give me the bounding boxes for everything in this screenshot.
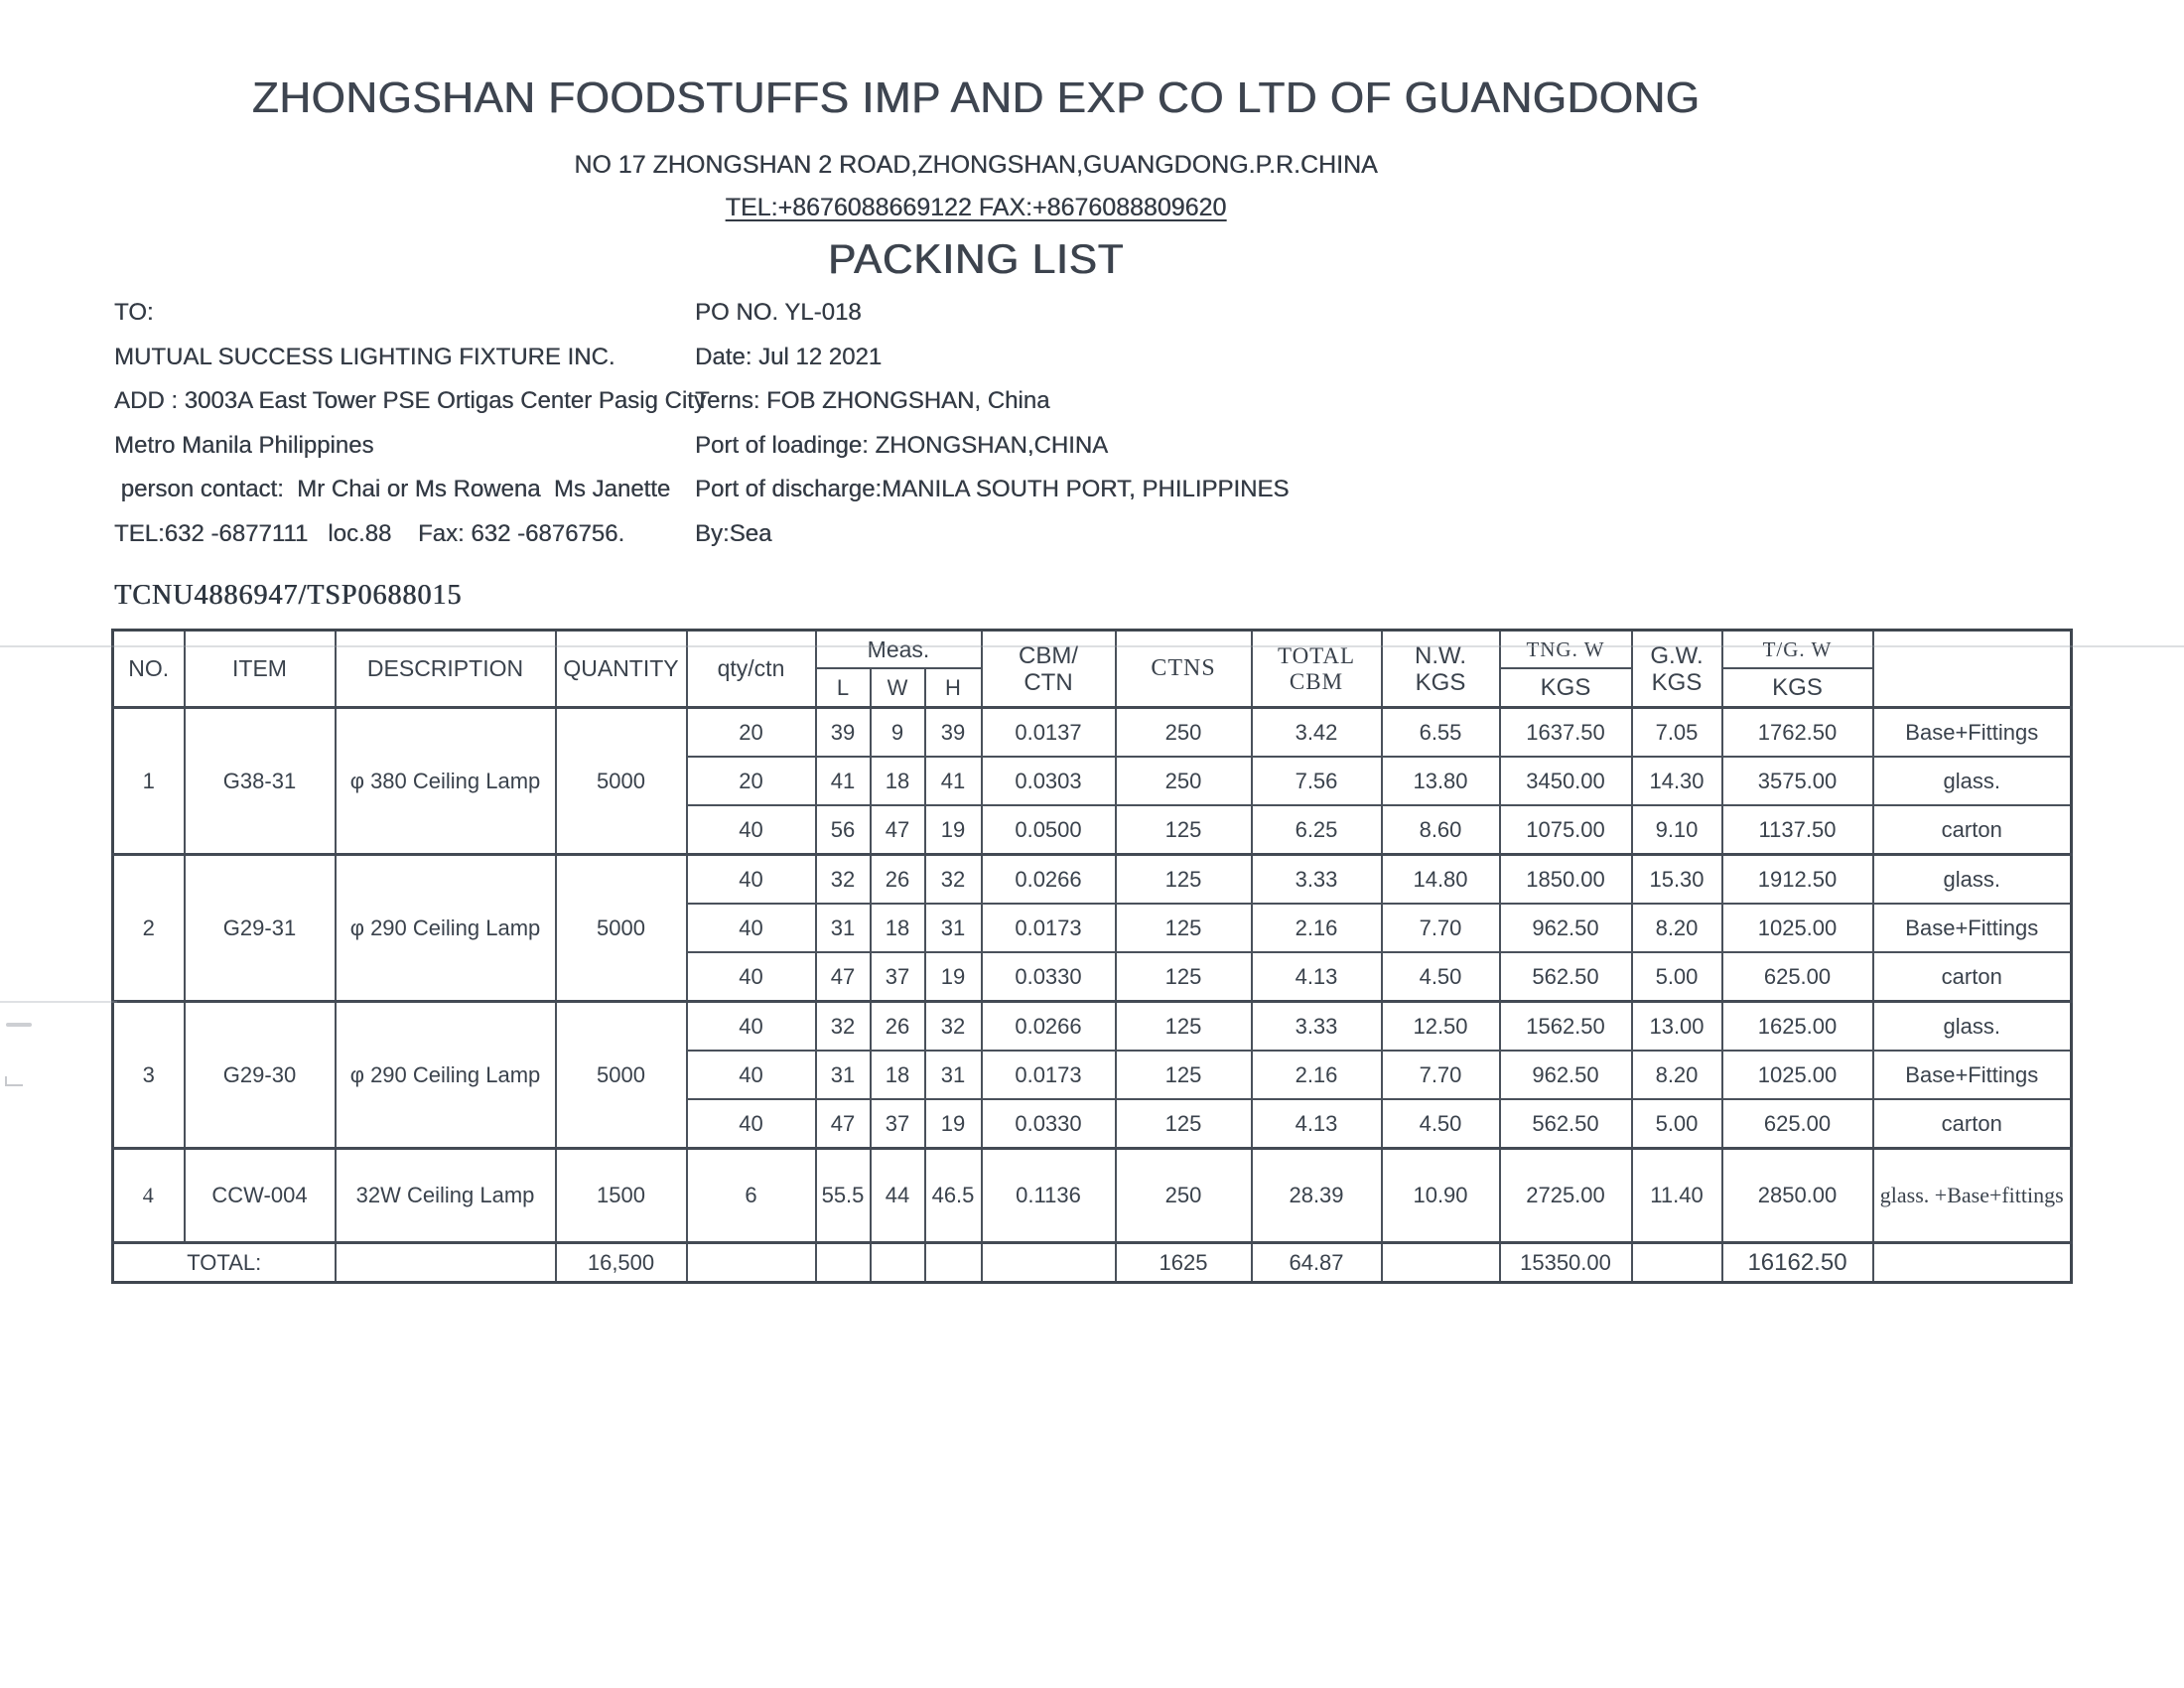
cell-tng-w: 1562.50 (1500, 1002, 1632, 1052)
cell-ctns: 125 (1116, 855, 1252, 905)
cell-h: 31 (925, 904, 982, 952)
table-row (113, 1149, 2072, 1243)
company-address: NO 17 ZHONGSHAN 2 ROAD,ZHONGSHAN,GUANGDONG.P.R.CHINA (574, 151, 1378, 179)
scan-artifact-line (0, 1001, 117, 1003)
cell-tng-w: 562.50 (1500, 1099, 1632, 1149)
col-tg-w: T/G. W (1722, 631, 1873, 669)
cell-tng-w: 1075.00 (1500, 805, 1632, 855)
cell-tg-w: 2850.00 (1722, 1149, 1873, 1243)
consignee-to-label: TO: (114, 299, 154, 326)
cell-total-cbm: 28.39 (1252, 1149, 1382, 1243)
col-nw-line1: N.W. (1415, 641, 1466, 669)
cell-w: 18 (871, 757, 925, 805)
cell-nw: 12.50 (1382, 1002, 1500, 1052)
shipment-block (695, 291, 1289, 556)
cell-tg-w: 1137.50 (1722, 805, 1873, 855)
cell-remark: carton (1873, 952, 2072, 1002)
total-ctns: 1625 (1116, 1243, 1252, 1283)
cell-l: 31 (816, 904, 871, 952)
cell-cbm-ctn: 0.0266 (982, 855, 1116, 905)
cell-w: 26 (871, 855, 925, 905)
cell-nw: 10.90 (1382, 1149, 1500, 1243)
cell-ctns: 125 (1116, 1099, 1252, 1149)
cell-cbm-ctn: 0.0137 (982, 708, 1116, 758)
cell-qty-ctn: 40 (687, 904, 816, 952)
cell-gw: 7.05 (1632, 708, 1722, 758)
cell-cbm-ctn: 0.0266 (982, 1002, 1116, 1052)
cell-empty (982, 1243, 1116, 1283)
cell-h: 41 (925, 757, 982, 805)
cell-total-cbm: 3.42 (1252, 708, 1382, 758)
packing-table (111, 629, 2073, 1284)
total-cbm: 64.87 (1252, 1243, 1382, 1283)
cell-ctns: 250 (1116, 708, 1252, 758)
cell-nw: 4.50 (1382, 1099, 1500, 1149)
table-row (113, 708, 2072, 758)
cell-nw: 6.55 (1382, 708, 1500, 758)
consignee-block (114, 291, 706, 556)
cell-total-cbm: 4.13 (1252, 1099, 1382, 1149)
cell-l: 41 (816, 757, 871, 805)
col-no: NO. (113, 631, 185, 708)
cell-tng-w: 1637.50 (1500, 708, 1632, 758)
cell-remark: glass. +Base+fittings (1873, 1149, 2072, 1243)
total-label: TOTAL: (113, 1243, 336, 1283)
cell-l: 32 (816, 1002, 871, 1052)
cell-gw: 8.20 (1632, 1051, 1722, 1099)
col-quantity: QUANTITY (556, 631, 687, 708)
port-of-loading: Port of loadinge: ZHONGSHAN,CHINA (695, 431, 1109, 459)
cell-remark: carton (1873, 1099, 2072, 1149)
col-meas: Meas. (816, 631, 982, 669)
cell-remark: glass. (1873, 1002, 2072, 1052)
cell-tng-w: 962.50 (1500, 1051, 1632, 1099)
cell-w: 47 (871, 805, 925, 855)
col-gw-line2: KGS (1651, 668, 1703, 696)
document-title: PACKING LIST (827, 235, 1125, 282)
ship-date: Date: Jul 12 2021 (695, 343, 883, 370)
table-row (113, 855, 2072, 905)
consignee-tel: TEL:632 -6877111 loc.88 Fax: 632 -6876756. (114, 519, 625, 547)
cell-l: 39 (816, 708, 871, 758)
cell-total-cbm: 7.56 (1252, 757, 1382, 805)
header-row-1 (113, 631, 2072, 669)
col-gw (1632, 631, 1722, 708)
scan-artifact-mark (6, 1023, 32, 1027)
col-ctns: CTNS (1116, 631, 1252, 708)
cell-nw: 13.80 (1382, 757, 1500, 805)
cell-qty-ctn: 20 (687, 757, 816, 805)
cell-l: 31 (816, 1051, 871, 1099)
cell-qty-ctn: 40 (687, 1051, 816, 1099)
port-of-discharge: Port of discharge:MANILA SOUTH PORT, PHILIPPINES (695, 476, 1290, 502)
col-total-cbm: TOTAL CBM (1252, 631, 1382, 708)
consignee-address-1: ADD : 3003A East Tower PSE Ortigas Center Pasig City (114, 387, 706, 414)
cell-h: 31 (925, 1051, 982, 1099)
cell-h: 32 (925, 855, 982, 905)
cell-ctns: 125 (1116, 1051, 1252, 1099)
cell-gw: 5.00 (1632, 1099, 1722, 1149)
cell-total-cbm: 4.13 (1252, 952, 1382, 1002)
cell-no: 1 (113, 708, 185, 855)
cell-empty (1382, 1243, 1500, 1283)
cell-empty (871, 1243, 925, 1283)
cell-w: 37 (871, 952, 925, 1002)
col-qty-ctn: qty/ctn (687, 631, 816, 708)
cell-nw: 8.60 (1382, 805, 1500, 855)
col-nw (1382, 631, 1500, 708)
col-cbm-ctn-line2: CTN (1024, 668, 1073, 696)
cell-gw: 9.10 (1632, 805, 1722, 855)
col-description: DESCRIPTION (336, 631, 556, 708)
cell-qty-ctn: 40 (687, 1002, 816, 1052)
col-item: ITEM (185, 631, 336, 708)
col-remarks (1873, 631, 2072, 708)
cell-gw: 5.00 (1632, 952, 1722, 1002)
cell-qty-ctn: 40 (687, 855, 816, 905)
cell-ctns: 125 (1116, 1002, 1252, 1052)
col-height: H (925, 668, 982, 708)
cell-gw: 11.40 (1632, 1149, 1722, 1243)
total-tg-w: 16162.50 (1722, 1243, 1873, 1283)
cell-cbm-ctn: 0.1136 (982, 1149, 1116, 1243)
cell-item: G29-31 (185, 855, 336, 1002)
cell-l: 47 (816, 1099, 871, 1149)
cell-ctns: 250 (1116, 1149, 1252, 1243)
col-length: L (816, 668, 871, 708)
cell-remark: carton (1873, 805, 2072, 855)
terms: Terns: FOB ZHONGSHAN, China (695, 387, 1050, 414)
cell-total-cbm: 3.33 (1252, 1002, 1382, 1052)
cell-remark: Base+Fittings (1873, 1051, 2072, 1099)
cell-description: 32W Ceiling Lamp (336, 1149, 556, 1243)
cell-quantity: 5000 (556, 1002, 687, 1149)
col-width: W (871, 668, 925, 708)
cell-description: φ 290 Ceiling Lamp (336, 855, 556, 1002)
cell-w: 37 (871, 1099, 925, 1149)
cell-h: 39 (925, 708, 982, 758)
cell-tg-w: 1625.00 (1722, 1002, 1873, 1052)
cell-total-cbm: 2.16 (1252, 1051, 1382, 1099)
cell-h: 19 (925, 805, 982, 855)
cell-qty-ctn: 40 (687, 952, 816, 1002)
cell-qty-ctn: 40 (687, 1099, 816, 1149)
cell-quantity: 5000 (556, 708, 687, 855)
cell-w: 44 (871, 1149, 925, 1243)
cell-empty (336, 1243, 556, 1283)
cell-item: G38-31 (185, 708, 336, 855)
table-header (113, 631, 2072, 708)
cell-l: 56 (816, 805, 871, 855)
consignee-contact: person contact: Mr Chai or Ms Rowena Ms Janette (114, 476, 671, 502)
cell-empty (816, 1243, 871, 1283)
cell-tng-w: 3450.00 (1500, 757, 1632, 805)
total-quantity: 16,500 (556, 1243, 687, 1283)
cell-cbm-ctn: 0.0173 (982, 904, 1116, 952)
cell-cbm-ctn: 0.0330 (982, 952, 1116, 1002)
cell-ctns: 125 (1116, 952, 1252, 1002)
consignee-address-2: Metro Manila Philippines (114, 431, 374, 459)
col-tg-w-unit: KGS (1722, 668, 1873, 708)
cell-gw: 8.20 (1632, 904, 1722, 952)
cell-tg-w: 1912.50 (1722, 855, 1873, 905)
cell-tg-w: 625.00 (1722, 952, 1873, 1002)
cell-cbm-ctn: 0.0330 (982, 1099, 1116, 1149)
cell-qty-ctn: 40 (687, 805, 816, 855)
col-tng-w: TNG. W (1500, 631, 1632, 669)
cell-total-cbm: 2.16 (1252, 904, 1382, 952)
cell-qty-ctn: 6 (687, 1149, 816, 1243)
col-nw-line2: KGS (1415, 668, 1466, 696)
company-telfax: TEL:+8676088669122 FAX:+8676088809620 (725, 194, 1227, 221)
col-cbm-ctn-line1: CBM/ (1019, 641, 1078, 669)
cell-h: 32 (925, 1002, 982, 1052)
cell-qty-ctn: 20 (687, 708, 816, 758)
cell-gw: 14.30 (1632, 757, 1722, 805)
consignee-name: MUTUAL SUCCESS LIGHTING FIXTURE INC. (114, 343, 615, 370)
cell-w: 9 (871, 708, 925, 758)
cell-remark: Base+Fittings (1873, 904, 2072, 952)
cell-remark: glass. (1873, 855, 2072, 905)
cell-nw: 7.70 (1382, 1051, 1500, 1099)
total-tng-w: 15350.00 (1500, 1243, 1632, 1283)
po-number: PO NO. YL-018 (695, 299, 862, 326)
cell-nw: 14.80 (1382, 855, 1500, 905)
cell-tng-w: 562.50 (1500, 952, 1632, 1002)
cell-remark: glass. (1873, 757, 2072, 805)
cell-quantity: 5000 (556, 855, 687, 1002)
col-tng-w-unit: KGS (1500, 668, 1632, 708)
cell-ctns: 250 (1116, 757, 1252, 805)
cell-no: 2 (113, 855, 185, 1002)
cell-cbm-ctn: 0.0500 (982, 805, 1116, 855)
cell-gw: 15.30 (1632, 855, 1722, 905)
cell-empty (687, 1243, 816, 1283)
cell-w: 18 (871, 1051, 925, 1099)
cell-remark: Base+Fittings (1873, 708, 2072, 758)
total-row (113, 1243, 2072, 1283)
cell-description: φ 290 Ceiling Lamp (336, 1002, 556, 1149)
cell-w: 26 (871, 1002, 925, 1052)
ship-method: By:Sea (695, 519, 772, 547)
cell-description: φ 380 Ceiling Lamp (336, 708, 556, 855)
cell-empty (1873, 1243, 2072, 1283)
cell-tg-w: 1025.00 (1722, 904, 1873, 952)
cell-nw: 7.70 (1382, 904, 1500, 952)
scan-artifact-line (0, 645, 2184, 647)
cell-total-cbm: 3.33 (1252, 855, 1382, 905)
cell-tg-w: 625.00 (1722, 1099, 1873, 1149)
col-cbm-ctn (982, 631, 1116, 708)
cell-h: 19 (925, 1099, 982, 1149)
cell-cbm-ctn: 0.0303 (982, 757, 1116, 805)
cell-h: 19 (925, 952, 982, 1002)
scan-artifact-mark (5, 1076, 23, 1086)
cell-ctns: 125 (1116, 805, 1252, 855)
cell-l: 47 (816, 952, 871, 1002)
cell-empty (925, 1243, 982, 1283)
cell-no: 4 (113, 1149, 185, 1243)
cell-item: G29-30 (185, 1002, 336, 1149)
col-gw-line1: G.W. (1650, 641, 1704, 669)
cell-total-cbm: 6.25 (1252, 805, 1382, 855)
cell-tng-w: 1850.00 (1500, 855, 1632, 905)
cell-tg-w: 1025.00 (1722, 1051, 1873, 1099)
cell-h: 46.5 (925, 1149, 982, 1243)
cell-w: 18 (871, 904, 925, 952)
cell-l: 32 (816, 855, 871, 905)
company-name: ZHONGSHAN FOODSTUFFS IMP AND EXP CO LTD OF GUANGDONG (251, 73, 1701, 122)
cell-ctns: 125 (1116, 904, 1252, 952)
table-row (113, 1002, 2072, 1052)
cell-no: 3 (113, 1002, 185, 1149)
cell-tg-w: 1762.50 (1722, 708, 1873, 758)
cell-tng-w: 2725.00 (1500, 1149, 1632, 1243)
cell-empty (1632, 1243, 1722, 1283)
cell-quantity: 1500 (556, 1149, 687, 1243)
cell-tng-w: 962.50 (1500, 904, 1632, 952)
cell-cbm-ctn: 0.0173 (982, 1051, 1116, 1099)
cell-tg-w: 3575.00 (1722, 757, 1873, 805)
cell-gw: 13.00 (1632, 1002, 1722, 1052)
container-number: TCNU4886947/TSP0688015 (114, 580, 463, 611)
cell-nw: 4.50 (1382, 952, 1500, 1002)
cell-l: 55.5 (816, 1149, 871, 1243)
cell-item: CCW-004 (185, 1149, 336, 1243)
